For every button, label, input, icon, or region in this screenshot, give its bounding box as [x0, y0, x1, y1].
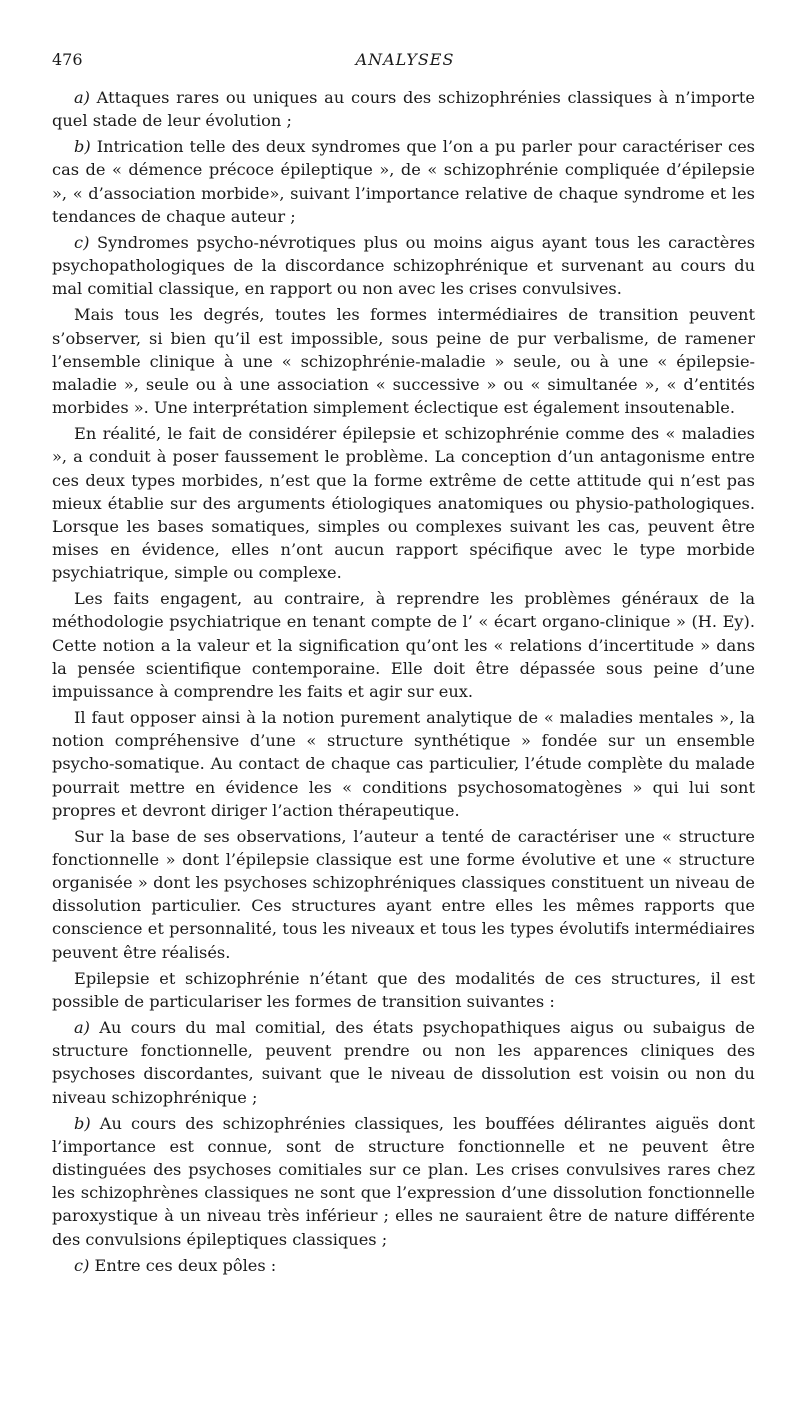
paragraph-text: En réalité, le fait de considérer épilepsie et schizophrénie comme des « maladies », a conduit à poser faussement le problème. La conception d’un antagonisme entre ces deux types morbides, n’est que la forme extrême de cette attitude qui n’est pas mieux établie sur des arguments étiologiques anatomiques ou physio-pathologiques. Lorsque les bases somatiques, simples ou complexes suivant les cas, peuvent être mises en évidence, elles n’ont aucun rapport spécifique avec le type morbide psychiatrique, simple ou complexe. [52, 424, 755, 583]
paragraph [52, 422, 755, 584]
list-label: c) [74, 232, 90, 252]
paragraph [52, 1112, 755, 1251]
paragraph-text: Au cours du mal comitial, des états psychopathiques aigus ou subaigus de structure fonctionnelle, peuvent prendre ou non les apparences cliniques des psychoses discordantes, suivant que le niveau de dissolution est voisin ou non du niveau schizophrénique ; [52, 1018, 755, 1107]
paragraph [52, 303, 755, 419]
list-label: b) [74, 1113, 91, 1133]
paragraph-text: Epilepsie et schizophrénie n’étant que des modalités de ces structures, il est possible de particulariser les formes de transition suivantes : [52, 968, 755, 1011]
paragraph-text: Au cours des schizophrénies classiques, les bouffées délirantes aiguës dont l’importance est connue, sont de structure fonctionnelle et ne peuvent être distinguées des psychoses comitiales sur ce plan. Les crises convulsives rares chez les schizophrènes classiques ne sont que l’expression d’une dissolution fonctionnelle paroxystique à un niveau très inférieur ; elles ne sauraient être de nature différente des convulsions épileptiques classiques ; [52, 1113, 755, 1249]
paragraph [52, 135, 755, 228]
paragraph [52, 1016, 755, 1109]
paragraph-text: Mais tous les degrés, toutes les formes intermédiaires de transition peuvent s’observer, si bien qu’il est impossible, sous peine de pur verbalisme, de ramener l’ensemble clinique à une « schizophrénie-maladie » seule, ou à une « épilepsie-maladie », seule ou à une association « successive » ou « simultanée », « d’entités morbides ». Une interprétation simplement éclectique est également insoutenable. [52, 305, 755, 418]
paragraph [52, 706, 755, 822]
paragraph [52, 825, 755, 964]
paragraph-text: Attaques rares ou uniques au cours des schizophrénies classiques à n’importe quel stade de leur évolution ; [52, 88, 755, 131]
list-label: a) [74, 1018, 90, 1038]
list-label: a) [74, 88, 90, 107]
list-label: b) [74, 137, 91, 157]
list-label: c) [74, 1255, 90, 1275]
paragraph-text: Intrication telle des deux syndromes que l’on a pu parler pour caractériser ces cas de « démence précoce épileptique », de « schizophrénie compliquée d’épilepsie », « d’association morbide», suivant l’importance relative de chaque syndrome et les tendances de chaque auteur ; [52, 137, 755, 226]
paragraph [52, 231, 755, 300]
body-text [52, 86, 755, 1280]
paragraph-text: Entre ces deux pôles : [89, 1255, 277, 1275]
page-header [52, 50, 758, 74]
paragraph [52, 587, 755, 703]
paragraph-text: Sur la base de ses observations, l’auteur a tenté de caractériser une « structure fonctionnelle » dont l’épilepsie classique est une forme évolutive et une « structure organisée » dont les psychoses schizophréniques classiques constituent un niveau de dissolution particulier. Ces structures ayant entre elles les mêmes rapports que conscience et personnalité, tous les niveaux et tous les types évolutifs intermédiaires peuvent être réalisés. [52, 826, 755, 962]
page-number: 476 [52, 50, 83, 69]
paragraph [52, 86, 755, 132]
paragraph-text: Les faits engagent, au contraire, à reprendre les problèmes généraux de la méthodologie psychiatrique en tenant compte de l’ « écart organo-clinique » (H. Ey). Cette notion a la valeur et la signification qu’ont les « relations d’incertitude » dans la pensée scientifique contemporaine. Elle doit être dépassée sous peine d’une impuissance à comprendre les faits et agir sur eux. [52, 589, 755, 701]
paragraph-text: Syndromes psycho-névrotiques plus ou moins aigus ayant tous les caractères psychopathologiques de la discordance schizophrénique et survenant au cours du mal comitial classique, en rapport ou non avec les crises convulsives. [52, 232, 755, 299]
running-title: ANALYSES [355, 50, 455, 69]
paragraph [52, 1254, 755, 1277]
paragraph [52, 967, 755, 1013]
paragraph-text: Il faut opposer ainsi à la notion purement analytique de « maladies mentales », la notion compréhensive d’une « structure synthétique » fondée sur un ensemble psycho-somatique. Au contact de chaque cas particulier, l’étude complète du malade pourrait mettre en évidence les « conditions psychosomatogènes » qui lui sont propres et devront diriger l’action thérapeutique. [52, 708, 755, 820]
